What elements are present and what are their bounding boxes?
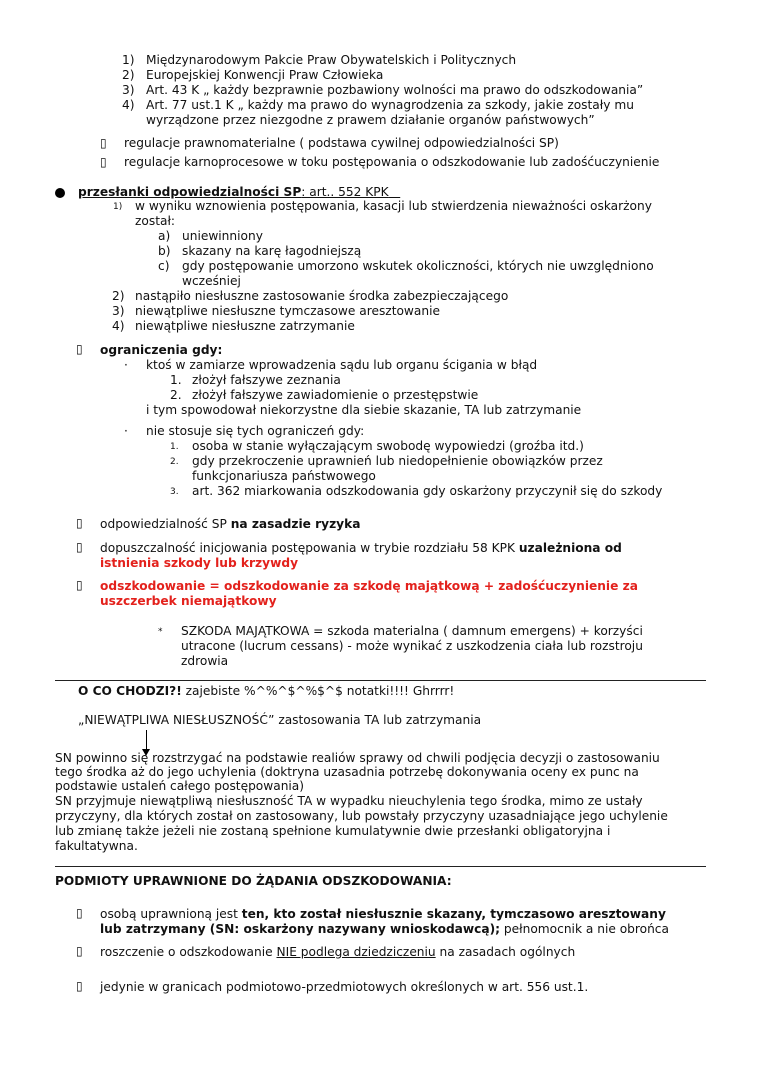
damage-line: utracone (lucrum cessans) - może wynikać z uszkodzenia ciała lub rozstroju	[181, 639, 643, 653]
list-number: 4)	[112, 319, 125, 333]
list-number: 1.	[170, 373, 182, 387]
square-bullet-icon: ▯	[100, 136, 107, 150]
list-number: 2.	[170, 388, 182, 402]
paragraph-line: SN powinno się rozstrzygać na podstawie realiów sprawy od chwili podjęcia decyzji o zastosowaniu	[55, 751, 660, 765]
list-item: gdy postępowanie umorzono wskutek okoliczności, których nie uwzględniono	[182, 259, 654, 273]
list-item: Art. 77 ust.1 K „ każdy ma prawo do wynagrodzenia za szkody, jakie zostały mu	[146, 98, 634, 112]
square-bullet-icon: ▯	[76, 906, 83, 920]
square-bullet-icon: ▯	[76, 944, 83, 958]
down-arrow-icon	[146, 730, 147, 750]
list-number: 3.	[170, 487, 179, 497]
list-item: złożył fałszywe zeznania	[192, 373, 341, 387]
limits-case-tail: i tym spowodował niekorzystne dla siebie skazanie, TA lub zatrzymanie	[146, 403, 582, 417]
compensation-line: odszkodowanie = odszkodowanie za szkodę majątkową + zadośćuczynienie za	[100, 579, 638, 593]
paragraph-line: SN przyjmuje niewątpliwą niesłuszność TA w wypadku nieuchylenia tego środka, mimo ze ustały	[55, 794, 643, 808]
list-item-continuation: wyrządzone przez niezgodne z prawem działanie organów państwowych”	[146, 113, 595, 127]
square-bullet-icon: ▯	[76, 516, 83, 530]
list-number: 4)	[122, 98, 135, 112]
entitled-item-continuation: lub zatrzymany (SN: oskarżony nazywany wnioskodawcą); pełnomocnik a nie obrońca	[100, 922, 669, 936]
regulation-item: regulacje prawnomaterialne ( podstawa cywilnej odpowiedzialności SP)	[124, 136, 559, 150]
section-heading: PODMIOTY UPRAWNIONE DO ŻĄDANIA ODSZKODOWANIA:	[55, 874, 452, 888]
compensation-line: uszczerbek niemajątkowy	[100, 594, 277, 608]
damage-line: zdrowia	[181, 654, 229, 668]
list-letter: c)	[158, 259, 170, 273]
list-number: 1)	[113, 202, 123, 212]
divider	[55, 866, 706, 867]
list-number: 2.	[170, 457, 179, 467]
risk-item: odpowiedzialność SP na zasadzie ryzyka	[100, 517, 361, 531]
paragraph-line: tego środka aż do jego uchylenia (doktryna uzasadnia potrzebę dokonywania oceny ex punc na	[55, 765, 639, 779]
divider	[55, 680, 706, 681]
o-co-chodzi-line: O CO CHODZI?! zajebiste %^%^$^%$^$ notatki!!!! Ghrrrr!	[78, 684, 455, 698]
star-bullet-icon: *	[158, 627, 163, 637]
list-number: 3)	[112, 304, 125, 318]
list-item-continuation: został:	[135, 214, 176, 228]
paragraph-line: przyczyny, dla których został on zastosowany, lub powstały przyczyny uzasadniające jego uchylenie	[55, 809, 668, 823]
premises-heading: przesłanki odpowiedzialności SP: art.. 552 KPK	[78, 185, 389, 199]
square-bullet-icon: ▯	[76, 540, 83, 554]
admissibility-item: dopuszczalność inicjowania postępowania w trybie rozdziału 58 KPK uzależniona od	[100, 541, 622, 555]
entitled-item: jedynie w granicach podmiotowo-przedmiotowych określonych w art. 556 ust.1.	[100, 980, 589, 994]
square-bullet-icon: ▯	[76, 578, 83, 592]
list-item-continuation: funkcjonariusza państwowego	[192, 469, 376, 483]
list-item: niewątpliwe niesłuszne zatrzymanie	[135, 319, 355, 333]
paragraph-line: podstawie ustaleń całego postępowania)	[55, 779, 305, 793]
damage-line: SZKODA MAJĄTKOWA = szkoda materialna ( damnum emergens) + korzyści	[181, 624, 643, 638]
limits-heading: ograniczenia gdy:	[100, 343, 223, 357]
list-item: nastąpiło niesłuszne zastosowanie środka zabezpieczającego	[135, 289, 509, 303]
square-bullet-icon: ▯	[76, 979, 83, 993]
regulation-item: regulacje karnoprocesowe w toku postępowania o odszkodowanie lub zadośćuczynienie	[124, 155, 660, 169]
list-number: 1)	[122, 53, 135, 67]
list-item: niewątpliwe niesłuszne tymczasowe aresztowanie	[135, 304, 440, 318]
list-item: Europejskiej Konwencji Praw Człowieka	[146, 68, 384, 82]
disc-bullet-icon	[55, 188, 65, 198]
entitled-item: roszczenie o odszkodowanie NIE podlega dziedziczeniu na zasadach ogólnych	[100, 945, 576, 959]
doubtless-heading: „NIEWĄTPLIWA NIESŁUSZNOŚĆ” zastosowania TA lub zatrzymania	[78, 713, 482, 727]
list-item: art. 362 miarkowania odszkodowania gdy oskarżony przyczynił się do szkody	[192, 484, 663, 498]
list-item: w wyniku wznowienia postępowania, kasacji lub stwierdzenia nieważności oskarżony	[135, 199, 652, 213]
list-letter: b)	[158, 244, 171, 258]
list-item: gdy przekroczenie uprawnień lub niedopełnienie obowiązków przez	[192, 454, 603, 468]
list-item: złożył fałszywe zawiadomienie o przestępstwie	[192, 388, 479, 402]
admissibility-item-red: istnienia szkody lub krzywdy	[100, 556, 299, 570]
middle-dot-icon: ·	[124, 358, 128, 372]
list-number: 2)	[112, 289, 125, 303]
paragraph-line: lub zmianę także jeżeli nie zostaną spełnione kumulatywnie dwie przesłanki obligatoryjna i	[55, 824, 611, 838]
list-item: uniewinniony	[182, 229, 263, 243]
list-item: Art. 43 K „ każdy bezprawnie pozbawiony wolności ma prawo do odszkodowania”	[146, 83, 644, 97]
entitled-item: osobą uprawnioną jest ten, kto został niesłusznie skazany, tymczasowo aresztowany	[100, 907, 666, 921]
list-item: skazany na karę łagodniejszą	[182, 244, 362, 258]
limits-case: ktoś w zamiarze wprowadzenia sądu lub organu ścigania w błąd	[146, 358, 538, 372]
paragraph-line: fakultatywna.	[55, 839, 138, 853]
list-item: Międzynarodowym Pakcie Praw Obywatelskich i Politycznych	[146, 53, 517, 67]
list-item: osoba w stanie wyłączającym swobodę wypowiedzi (groźba itd.)	[192, 439, 584, 453]
list-letter: a)	[158, 229, 171, 243]
list-number: 3)	[122, 83, 135, 97]
list-number: 2)	[122, 68, 135, 82]
square-bullet-icon: ▯	[100, 155, 107, 169]
list-item-continuation: wcześniej	[182, 274, 241, 288]
square-bullet-icon: ▯	[76, 342, 83, 356]
limits-case: nie stosuje się tych ograniczeń gdy:	[146, 424, 365, 438]
list-number: 1.	[170, 442, 179, 452]
middle-dot-icon: ·	[124, 424, 128, 438]
